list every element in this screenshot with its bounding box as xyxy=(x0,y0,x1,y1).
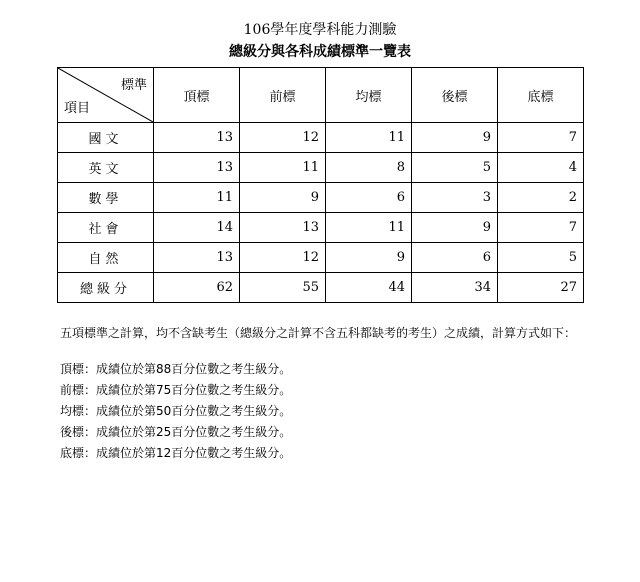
table-cell: 5 xyxy=(412,153,498,183)
table-cell: 9 xyxy=(326,243,412,273)
table-cell: 8 xyxy=(326,153,412,183)
table-corner-cell xyxy=(58,68,154,123)
table-cell: 55 xyxy=(240,273,326,303)
table-row xyxy=(58,123,584,153)
definition-line: 均標：成績位於第50百分位數之考生級分。 xyxy=(60,404,292,418)
table-cell: 13 xyxy=(154,243,240,273)
table-cell: 34 xyxy=(412,273,498,303)
table-cell: 6 xyxy=(326,183,412,213)
table-cell: 3 xyxy=(412,183,498,213)
column-header: 前標 xyxy=(240,68,326,123)
table-cell: 13 xyxy=(154,153,240,183)
row-header: 國文 xyxy=(58,123,154,153)
table-row xyxy=(58,153,584,183)
table-cell: 11 xyxy=(326,213,412,243)
table-row xyxy=(58,213,584,243)
table-cell: 14 xyxy=(154,213,240,243)
column-header: 均標 xyxy=(326,68,412,123)
table-cell: 11 xyxy=(154,183,240,213)
table-row xyxy=(58,243,584,273)
table-cell: 11 xyxy=(326,123,412,153)
table-header-row xyxy=(58,68,584,123)
table-cell: 12 xyxy=(240,243,326,273)
row-header: 自然 xyxy=(58,243,154,273)
score-standards-table xyxy=(57,67,584,303)
table-cell: 9 xyxy=(412,213,498,243)
document-subtitle: 總級分與各科成績標準一覽表 xyxy=(229,44,411,60)
table-cell: 12 xyxy=(240,123,326,153)
column-header: 頂標 xyxy=(154,68,240,123)
table-cell: 13 xyxy=(240,213,326,243)
table-cell: 13 xyxy=(154,123,240,153)
table-row-total xyxy=(58,273,584,303)
row-header: 數學 xyxy=(58,183,154,213)
corner-label-standard: 標準 xyxy=(120,78,147,93)
table-cell: 7 xyxy=(498,123,584,153)
corner-label-item: 項目 xyxy=(64,101,91,116)
table-cell: 27 xyxy=(498,273,584,303)
table-cell: 7 xyxy=(498,213,584,243)
table-cell: 11 xyxy=(240,153,326,183)
row-header: 總級分 xyxy=(58,273,154,303)
definition-line: 後標：成績位於第25百分位數之考生級分。 xyxy=(60,425,292,439)
table-cell: 2 xyxy=(498,183,584,213)
row-header: 社會 xyxy=(58,213,154,243)
table-cell: 44 xyxy=(326,273,412,303)
definition-line: 頂標：成績位於第88百分位數之考生級分。 xyxy=(60,362,292,376)
calculation-note: 五項標準之計算，均不含缺考生（總級分之計算不含五科都缺考的考生）之成績，計算方式如下： xyxy=(60,326,577,340)
row-header: 英文 xyxy=(58,153,154,183)
table-cell: 62 xyxy=(154,273,240,303)
table-cell: 5 xyxy=(498,243,584,273)
definition-line: 前標：成績位於第75百分位數之考生級分。 xyxy=(60,383,292,397)
definition-line: 底標：成績位於第12百分位數之考生級分。 xyxy=(60,446,292,460)
document-title: 106學年度學科能力測驗 xyxy=(243,22,397,38)
table-cell: 9 xyxy=(240,183,326,213)
table-cell: 6 xyxy=(412,243,498,273)
column-header: 底標 xyxy=(498,68,584,123)
table-cell: 4 xyxy=(498,153,584,183)
column-header: 後標 xyxy=(412,68,498,123)
table-cell: 9 xyxy=(412,123,498,153)
table-row xyxy=(58,183,584,213)
